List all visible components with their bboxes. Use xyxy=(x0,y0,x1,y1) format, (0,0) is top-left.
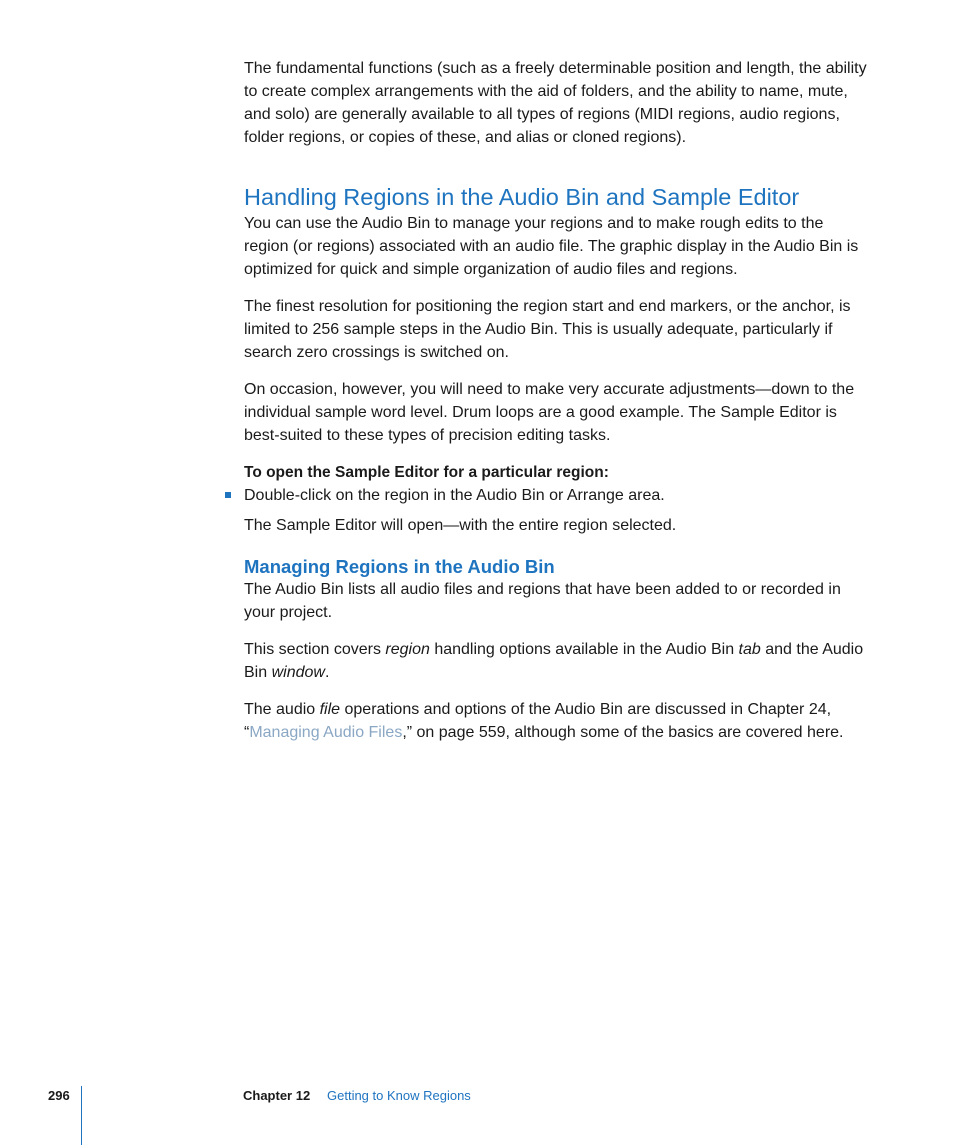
text-run: handling options available in the Audio Bin xyxy=(429,641,739,658)
subsection-heading-managing-regions: Managing Regions in the Audio Bin xyxy=(244,556,555,577)
paragraph-section-covers xyxy=(244,638,870,684)
page-number: 296 xyxy=(48,1088,70,1103)
emphasis-window: window xyxy=(271,664,325,681)
task-heading: To open the Sample Editor for a particular region: xyxy=(244,464,609,481)
intro-paragraph: The fundamental functions (such as a freely determinable position and length, the ability to create complex arrangements with the aid of folders, and the ability to name, mute, and solo) are generally available to all types of regions (MIDI regions, audio regions, folder regions, or copies of these, and alias or cloned regions). xyxy=(244,60,867,146)
text-run: The audio xyxy=(244,701,320,718)
text-run: ,” on page 559, although some of the basics are covered here. xyxy=(402,724,844,741)
task-step xyxy=(244,484,870,507)
text-run: and the Audio Bin xyxy=(244,641,864,681)
emphasis-tab: tab xyxy=(738,641,761,658)
emphasis-file: file xyxy=(319,701,341,718)
paragraph-resolution: The finest resolution for positioning the region start and end markers, or the anchor, is limited to 256 sample steps in the Audio Bin. This is usually adequate, particularly if search zero crossings is switched on. xyxy=(244,298,851,361)
footer-chapter-label: Chapter 12 xyxy=(243,1088,311,1103)
paragraph-file-operations xyxy=(244,698,870,744)
text-run: . xyxy=(324,664,330,681)
bullet-square-icon xyxy=(225,492,231,498)
paragraph-audio-bin-lists: The Audio Bin lists all audio files and regions that have been added to or recorded in your project. xyxy=(244,581,841,621)
paragraph-precision: On occasion, however, you will need to make very accurate adjustments—down to the individual sample word level. Drum loops are a good example. The Sample Editor is best-suited to these types of precision editing tasks. xyxy=(244,381,855,444)
emphasis-region: region xyxy=(385,641,430,658)
link-managing-audio-files[interactable]: Managing Audio Files xyxy=(249,724,403,741)
paragraph-audio-bin-usage: You can use the Audio Bin to manage your regions and to make rough edits to the region (or regions) associated with an audio file. The graphic display in the Audio Bin is optimized for quick and simple organization of audio files and regions. xyxy=(244,215,859,278)
footer-chapter-title: Getting to Know Regions xyxy=(327,1088,471,1103)
page-content xyxy=(244,57,870,744)
task-result: The Sample Editor will open—with the entire region selected. xyxy=(244,517,677,534)
footer-divider xyxy=(81,1086,82,1145)
text-run: This section covers xyxy=(244,641,386,658)
text-run: operations and options of the Audio Bin are discussed in Chapter 24, “ xyxy=(244,701,832,741)
section-heading-handling-regions: Handling Regions in the Audio Bin and Sample Editor xyxy=(244,184,800,210)
task-step-text: Double-click on the region in the Audio Bin or Arrange area. xyxy=(244,487,665,504)
